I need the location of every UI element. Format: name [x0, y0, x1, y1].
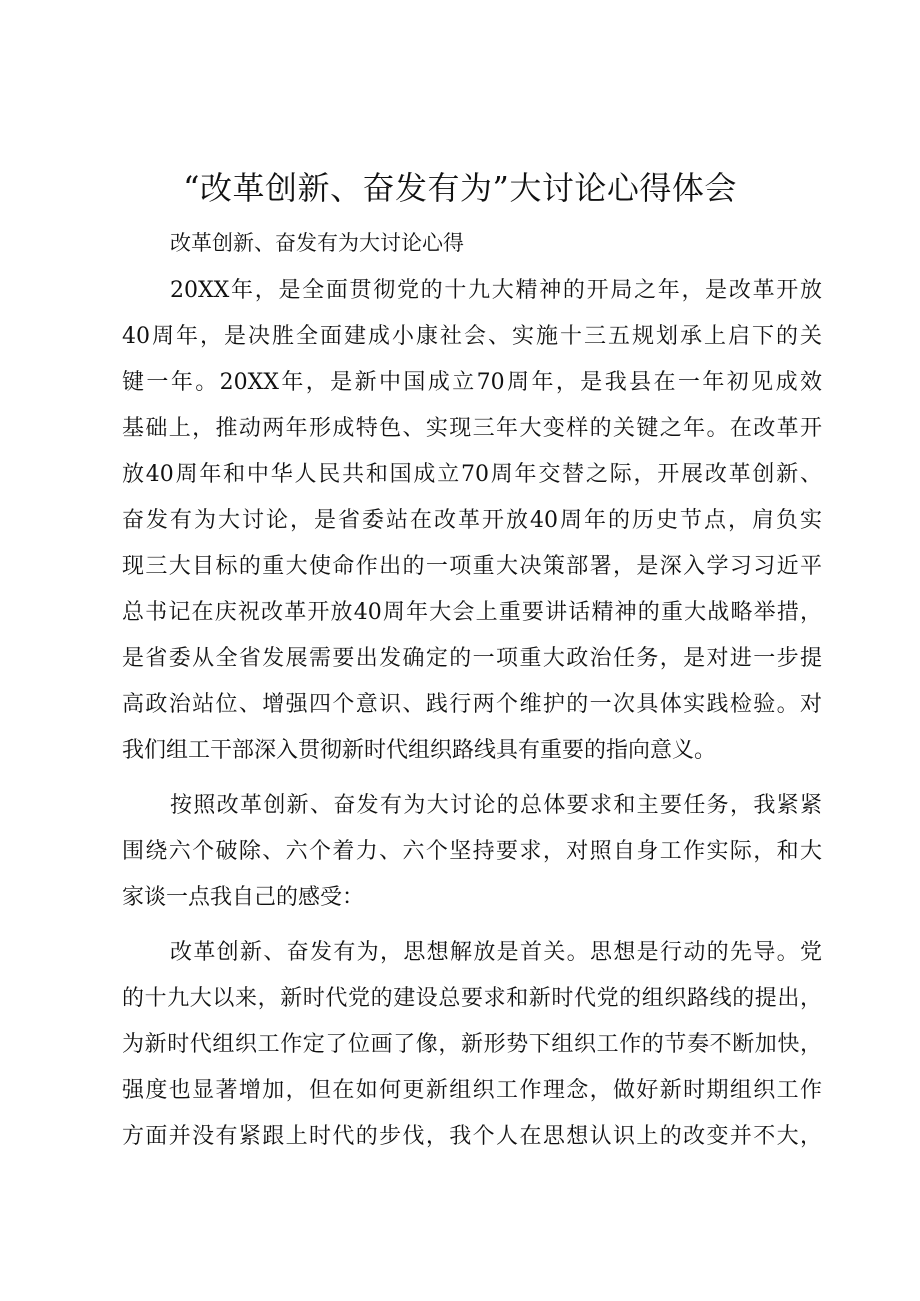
paragraph-line: 键一年。20XX年，是新中国成立70周年，是我县在一年初见成效 [122, 370, 822, 395]
paragraph-line: 为新时代组织工作定了位画了像，新形势下组织工作的节奏不断加快， [122, 1032, 822, 1057]
paragraph-line: 高政治站位、增强四个意识、践行两个维护的一次具体实践检验。对 [122, 692, 822, 717]
paragraph-line: 现三大目标的重大使命作出的一项重大决策部署，是深入学习习近平 [122, 554, 822, 579]
paragraph-line: 奋发有为大讨论，是省委站在改革开放40周年的历史节点，肩负实 [122, 508, 822, 533]
document-subtitle: 改革创新、奋发有为大讨论心得 [170, 231, 464, 255]
paragraph-line: 20XX年，是全面贯彻党的十九大精神的开局之年，是改革开放 [170, 278, 822, 303]
paragraph [122, 268, 822, 774]
paragraph-gap [122, 774, 822, 783]
paragraph-line: 40周年，是决胜全面建成小康社会、实施十三五规划承上启下的关 [122, 324, 822, 349]
paragraph-line: 按照改革创新、奋发有为大讨论的总体要求和主要任务，我紧紧 [170, 793, 822, 818]
paragraph-line: 我们组工干部深入贯彻新时代组织路线具有重要的指向意义。 [122, 738, 717, 763]
paragraph-line: 的十九大以来，新时代党的建设总要求和新时代党的组织路线的提出， [122, 986, 822, 1011]
paragraph-line: 总书记在庆祝改革开放40周年大会上重要讲话精神的重大战略举措， [122, 600, 822, 625]
paragraph-line: 改革创新、奋发有为，思想解放是首关。思想是行动的先导。党 [170, 940, 822, 965]
paragraph-line: 是省委从全省发展需要出发确定的一项重大政治任务，是对进一步提 [122, 646, 822, 671]
paragraph-line: 家谈一点我自己的感受： [122, 885, 365, 910]
paragraph [122, 783, 822, 921]
paragraph [122, 930, 822, 1160]
document-body [122, 268, 822, 1160]
paragraph-line: 强度也显著增加，但在如何更新组织工作理念，做好新时期组织工作 [122, 1078, 822, 1103]
document-title: “改革创新、奋发有为”大讨论心得体会 [183, 169, 737, 207]
paragraph-line: 方面并没有紧跟上时代的步伐，我个人在思想认识上的改变并不大， [122, 1124, 822, 1149]
paragraph-line: 基础上，推动两年形成特色、实现三年大变样的关键之年。在改革开 [122, 416, 822, 441]
paragraph-line: 围绕六个破除、六个着力、六个坚持要求，对照自身工作实际，和大 [122, 839, 822, 864]
paragraph-gap [122, 921, 822, 930]
paragraph-line: 放40周年和中华人民共和国成立70周年交替之际，开展改革创新、 [122, 462, 822, 487]
